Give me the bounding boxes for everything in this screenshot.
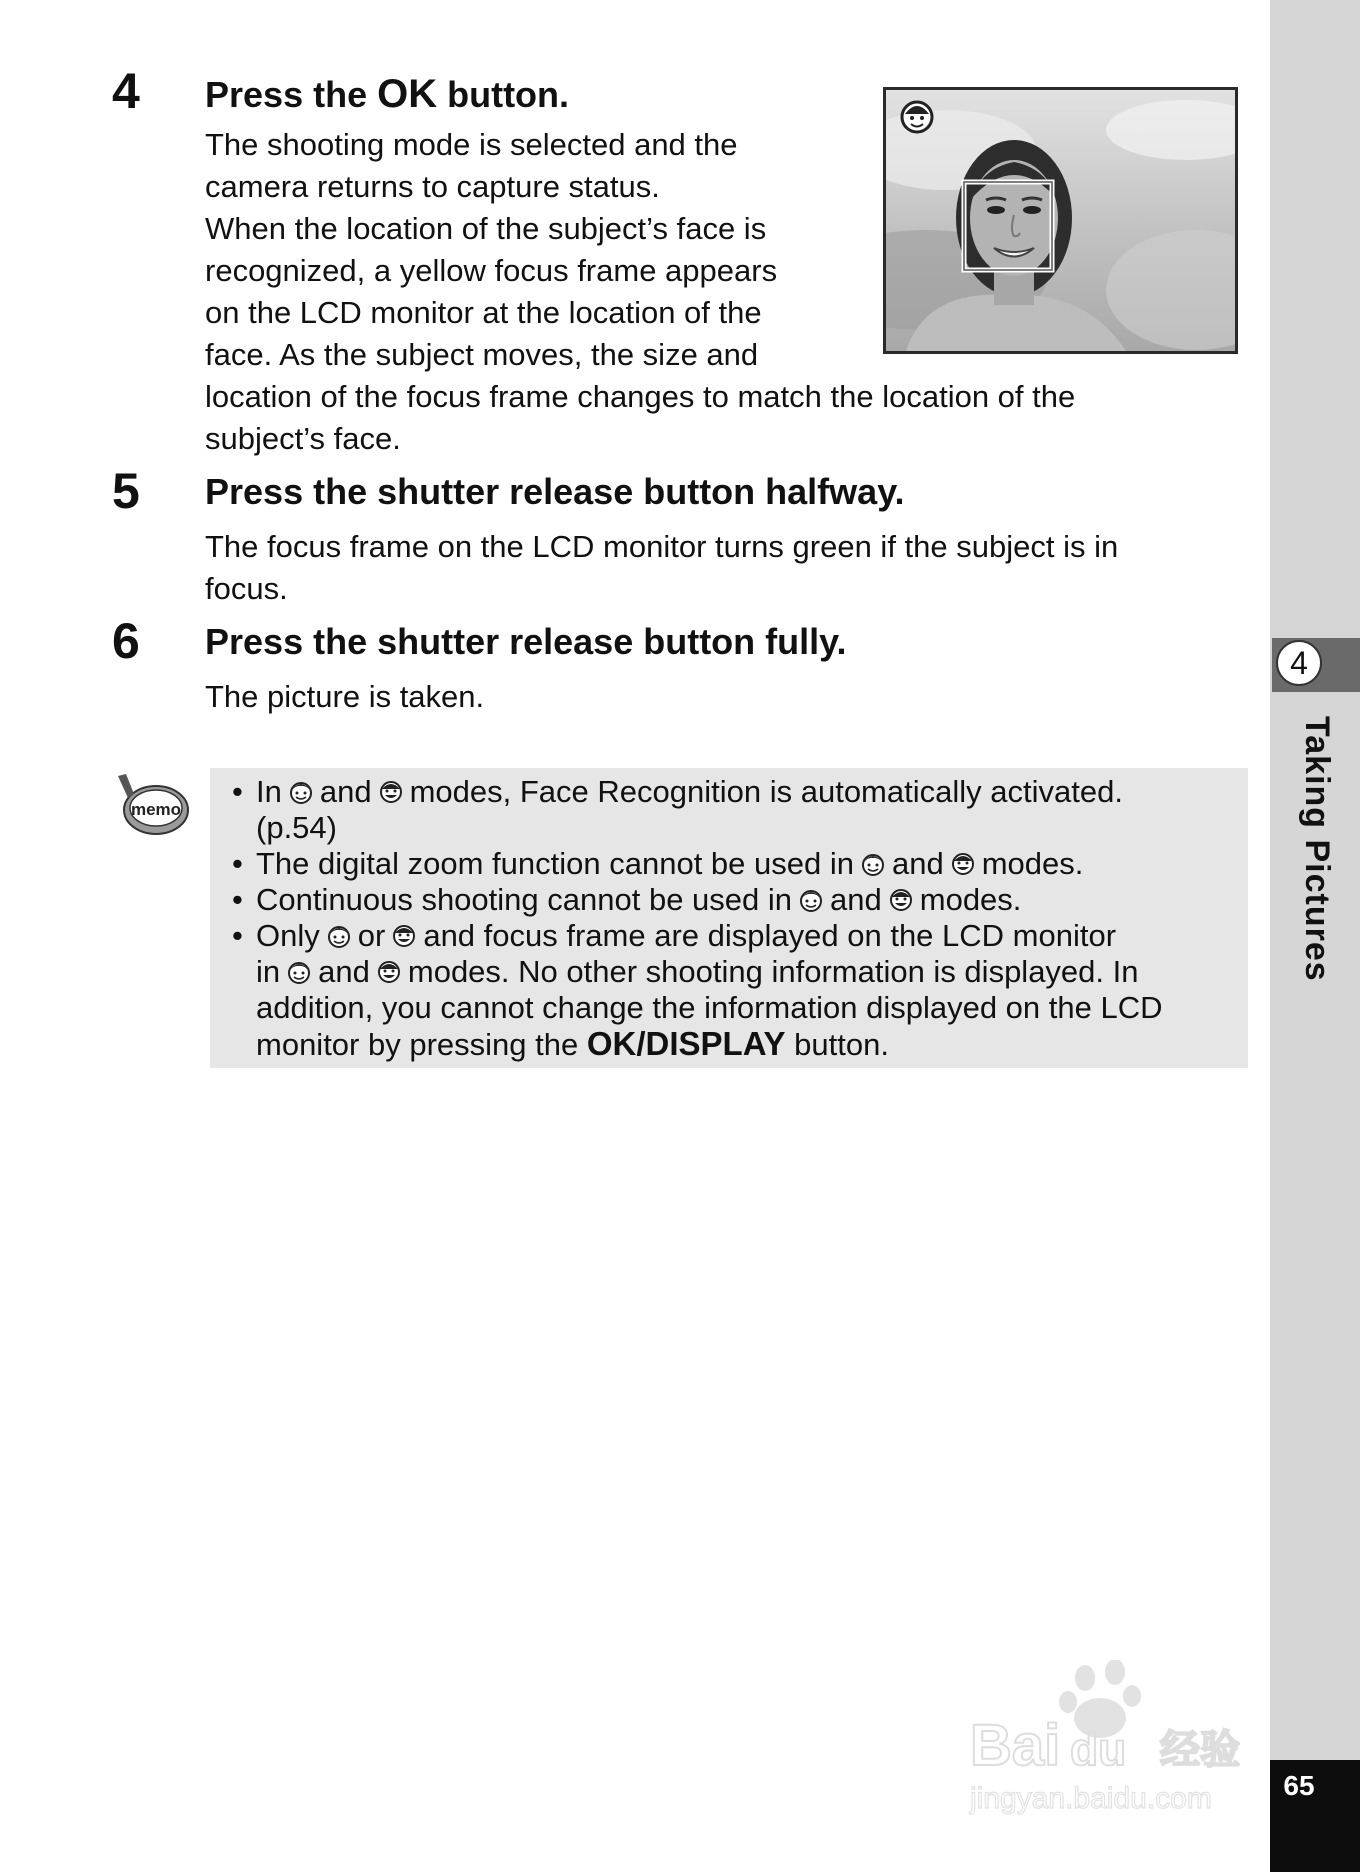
memo-list [224,774,1234,1063]
body-line: The picture is taken. [205,679,485,714]
step-body [205,676,484,718]
face-grin-icon [378,779,404,805]
memo-item [224,882,1234,918]
body-line: The focus frame on the LCD monitor turns green if the subject is in [205,529,1119,564]
memo-text: or [357,918,386,953]
memo-text: in [256,954,281,989]
body-line: on the LCD monitor at the location of the [205,295,762,330]
face-smile-icon [798,887,824,913]
page-reference: (p.54) [256,810,337,845]
face-recognition-icon [902,102,932,132]
memo-text: In [256,774,282,809]
body-line: recognized, a yellow focus frame appears [205,253,778,288]
step-body [205,526,1118,610]
step-title [205,72,569,116]
body-line: camera returns to capture status. [205,169,660,204]
bullet: • [232,882,243,917]
memo-text: and [830,882,882,917]
body-line: focus. [205,571,288,606]
page-number: 65 [1283,1770,1315,1801]
face-grin-icon [376,959,402,985]
step-number: 4 [112,63,140,119]
memo-item [224,774,1234,846]
memo-item [224,918,1234,1063]
memo-text: modes. No other shooting information is displayed. In [407,954,1139,989]
body-line: When the location of the subject’s face is [205,211,767,246]
face-grin-icon [888,887,914,913]
step-title: Press the shutter release button fully. [205,621,847,662]
step-title-suffix: button. [437,74,570,115]
face-grin-icon [950,851,976,877]
step-title-prefix: Press the [205,74,378,115]
step-number: 6 [112,613,140,669]
memo-text: and [319,774,372,809]
bullet: • [232,918,243,953]
lcd-monitor-image [883,87,1238,354]
watermark-brand: Bai [970,1713,1061,1778]
memo-text: modes. [919,882,1022,917]
watermark-brand-du: du [1070,1723,1127,1775]
memo-text: modes, Face Recognition is automatically activated. [409,774,1123,809]
bullet: • [232,774,243,809]
face-smile-icon [286,959,312,985]
ok-key-label: OK [377,72,438,116]
watermark-cn: 经验 [1160,1727,1240,1773]
baidu-watermark [960,1660,1270,1820]
memo-box [210,768,1248,1068]
bullet: • [232,846,243,881]
ok-display-key-label: OK/DISPLAY [586,1025,786,1062]
memo-text: button. [794,1027,889,1062]
memo-text: The digital zoom function cannot be used in [256,846,854,881]
face-grin-icon [391,923,417,949]
memo-text: and focus frame are displayed on the LCD monitor [423,918,1117,953]
step-number: 5 [112,463,140,519]
chapter-label: Taking Pictures [1298,716,1336,982]
step-title: Press the shutter release button halfway. [205,471,905,512]
chapter-number: 4 [1276,640,1322,686]
memo-text: and [892,846,944,881]
face-smile-icon [326,923,352,949]
memo-text: monitor by pressing the [256,1027,579,1062]
memo-item [224,846,1234,882]
body-line: location of the focus frame changes to match the location of the [205,379,1076,414]
body-line: subject’s face. [205,421,401,456]
watermark-url: jingyan.baidu.com [970,1782,1212,1815]
memo-icon [112,772,190,840]
body-line: The shooting mode is selected and the [205,127,738,162]
memo-text: Only [256,918,320,953]
memo-text: Continuous shooting cannot be used in [256,882,793,917]
memo-text: modes. [981,846,1084,881]
face-photo [886,90,1235,351]
memo-text: and [318,954,370,989]
body-line: face. As the subject moves, the size and [205,337,759,372]
face-smile-icon [288,779,314,805]
memo-icon-label: memo [130,800,182,819]
face-smile-icon [860,851,886,877]
memo-text: addition, you cannot change the information displayed on the LCD [256,990,1163,1025]
